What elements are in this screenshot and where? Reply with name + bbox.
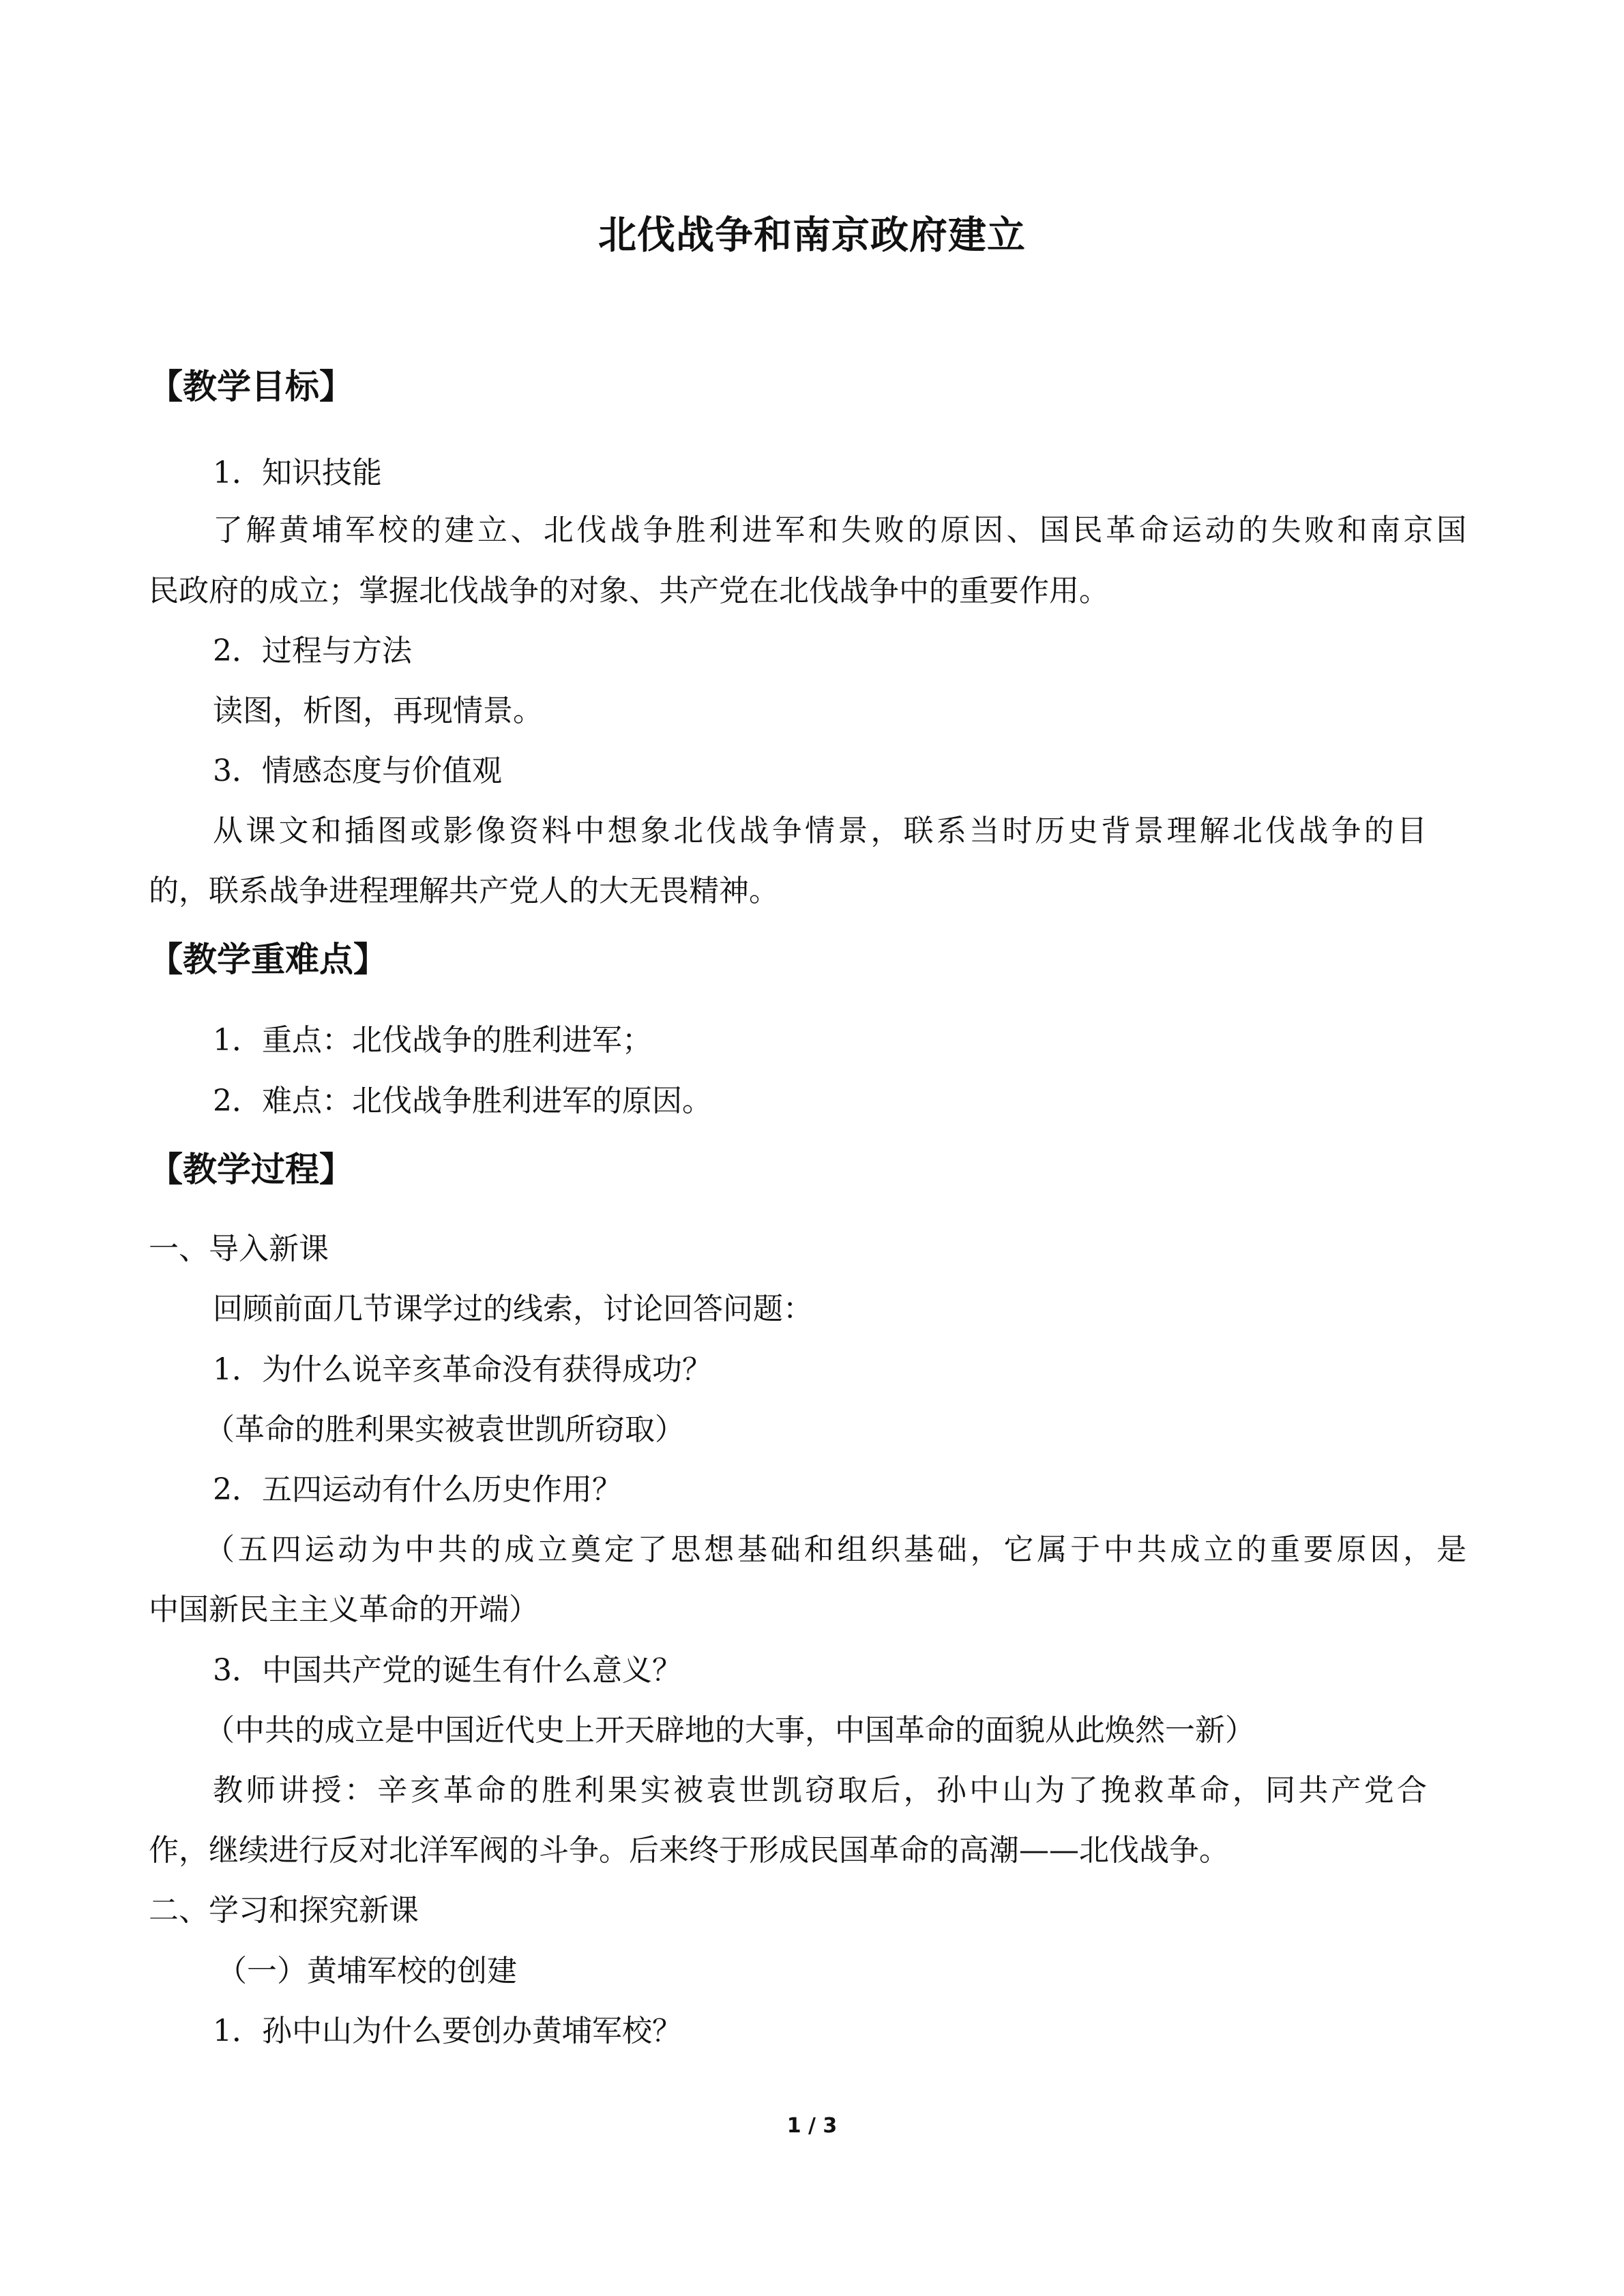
goal-item-1-title: 1．知识技能 (213, 456, 382, 490)
goal-item-2-text: 读图，析图，再现情景。 (213, 694, 543, 728)
answer-2-cont: 中国新民主主义革命的开端） (149, 1592, 539, 1627)
goal-item-3-text-cont: 的，联系战争进程理解共产党人的大无畏精神。 (149, 874, 779, 908)
lecture-text-cont: 作，继续进行反对北洋军阀的斗争。后来终于形成民国革命的高潮——北伐战争。 (149, 1833, 1229, 1868)
section-heading-process: 【教学过程】 (149, 1149, 353, 1189)
goal-item-3-title: 3．情感态度与价值观 (213, 754, 502, 788)
goal-item-1-text: 了解黄埔军校的建立、北伐战争胜利进军和失败的原因、国民革命运动的失败和南京国 (213, 513, 1466, 548)
key-point-1: 1．重点：北伐战争的胜利进军； (213, 1023, 652, 1058)
page-number: 1 / 3 (786, 2114, 838, 2138)
key-point-2: 2．难点：北伐战争胜利进军的原因。 (213, 1084, 712, 1118)
goal-item-2-title: 2．过程与方法 (213, 633, 412, 668)
question-3: 3．中国共产党的诞生有什么意义？ (213, 1653, 682, 1688)
document-title: 北伐战争和南京政府建立 (598, 213, 1026, 258)
question-2: 2．五四运动有什么历史作用？ (213, 1472, 622, 1507)
subsection-1-question-1: 1．孙中山为什么要创办黄埔军校？ (213, 2014, 682, 2048)
goal-item-1-text-cont: 民政府的成立；掌握北伐战争的对象、共产党在北伐战争中的重要作用。 (149, 573, 1109, 608)
process-part-1-title: 一、导入新课 (149, 1232, 329, 1266)
goal-item-3-text: 从课文和插图或影像资料中想象北伐战争情景，联系当时历史背景理解北伐战争的目 (213, 814, 1427, 848)
answer-2: （五四运动为中共的成立奠定了思想基础和组织基础，它属于中共成立的重要原因，是 (205, 1532, 1466, 1567)
process-part-1-intro: 回顾前面几节课学过的线索，讨论回答问题： (213, 1292, 813, 1326)
subsection-1-title: （一）黄埔军校的创建 (217, 1954, 517, 1988)
question-1: 1．为什么说辛亥革命没有获得成功？ (213, 1352, 712, 1387)
section-heading-goals: 【教学目标】 (149, 366, 353, 406)
process-part-2-title: 二、学习和探究新课 (149, 1893, 419, 1928)
lecture-text: 教师讲授：辛亥革命的胜利果实被袁世凯窃取后，孙中山为了挽救革命，同共产党合 (213, 1773, 1427, 1808)
section-heading-key-points: 【教学重难点】 (149, 939, 387, 979)
answer-3: （中共的成立是中国近代史上开天辟地的大事，中国革命的面貌从此焕然一新） (205, 1713, 1255, 1748)
answer-1: （革命的胜利果实被袁世凯所窃取） (205, 1412, 685, 1447)
